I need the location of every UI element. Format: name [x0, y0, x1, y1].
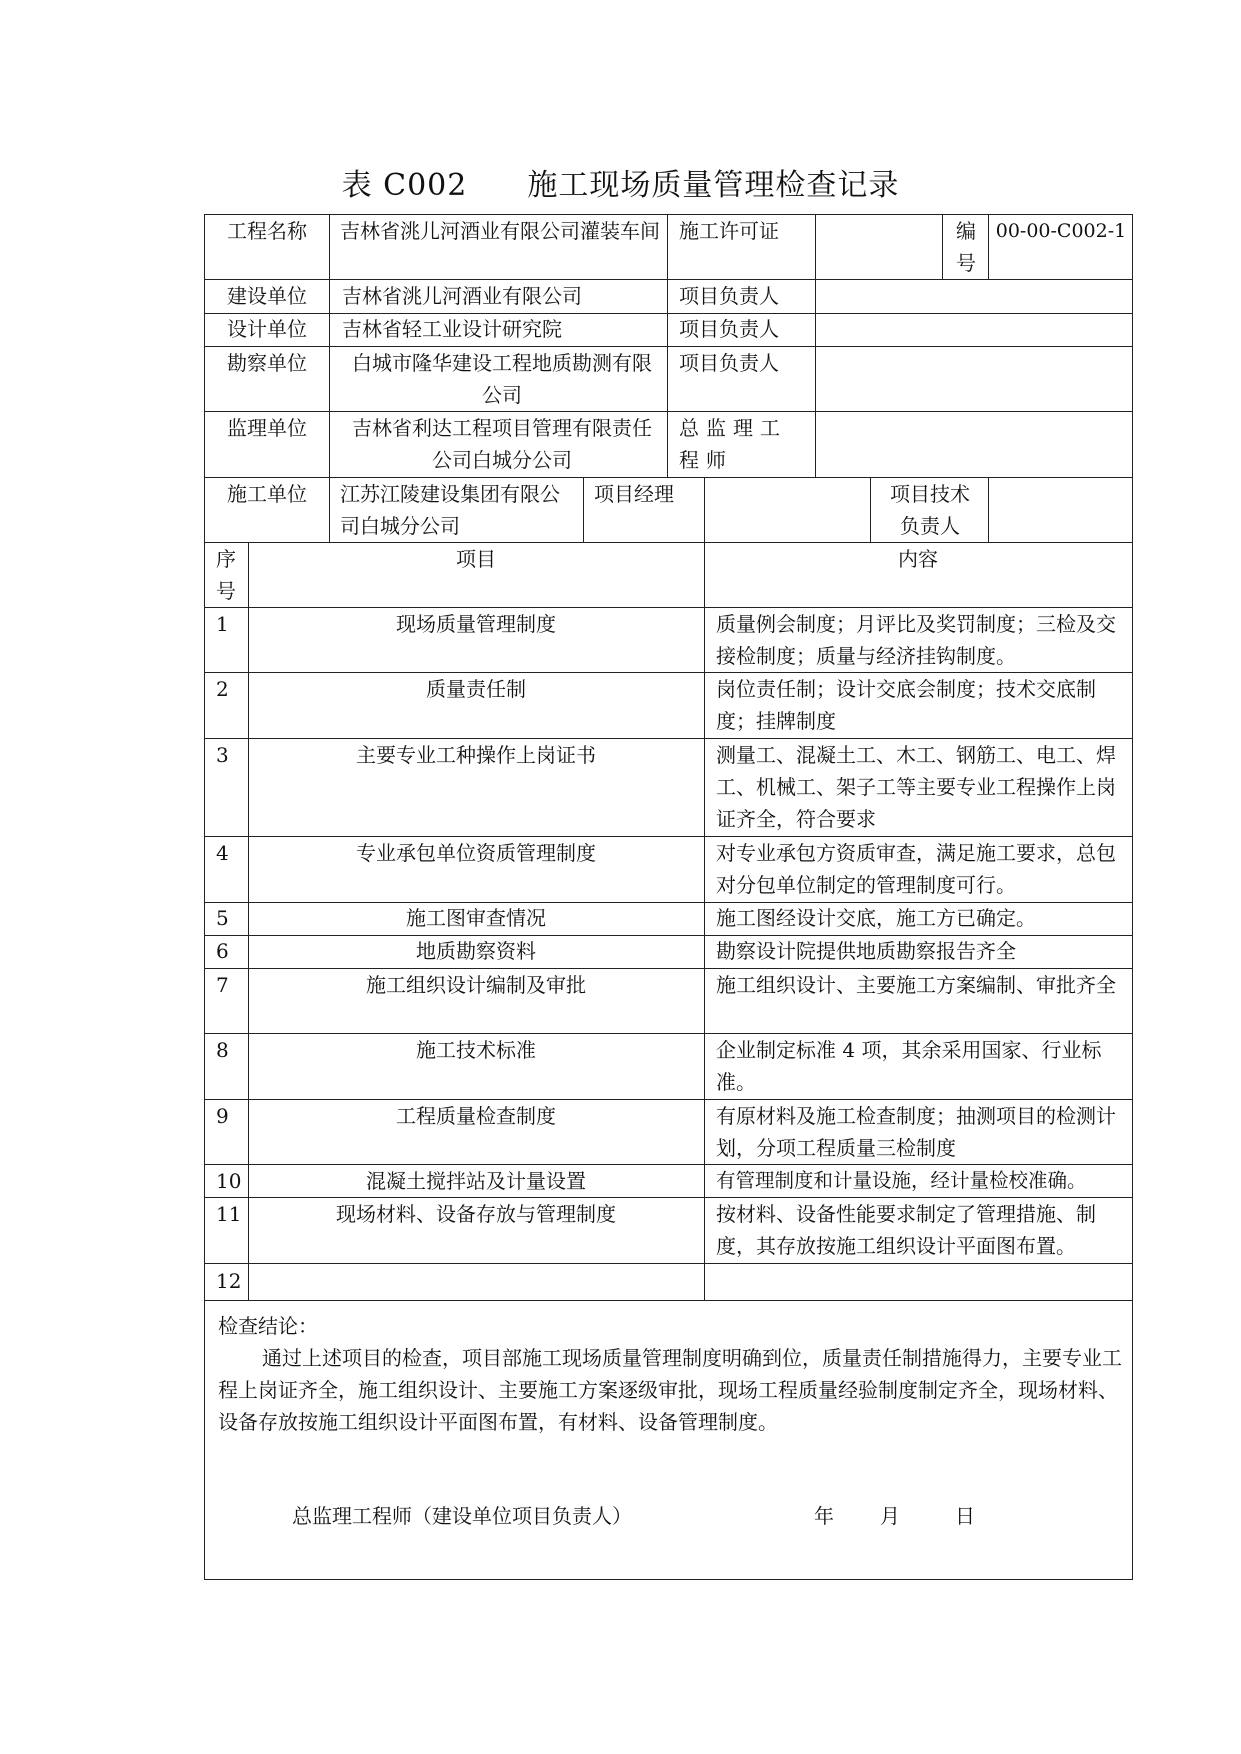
permit-label: 施工许可证 [679, 219, 779, 243]
page-title [0, 160, 1241, 204]
item-name-header: 项目 [456, 547, 496, 571]
row-divider [204, 1263, 1133, 1264]
construction-label: 施工单位 [227, 482, 307, 506]
item-no: 12 [216, 1269, 242, 1293]
item-no: 2 [216, 677, 229, 701]
project-name-label: 工程名称 [227, 219, 307, 243]
conclusion-label: 检查结论： [218, 1314, 318, 1338]
column-divider [988, 214, 989, 279]
item-content: 施工组织设计、主要施工方案编制、审批齐全 [716, 973, 1116, 997]
item-no-header: 序号 [216, 547, 236, 603]
item-name: 工程质量检查制度 [396, 1104, 556, 1128]
owner-value: 吉林省洮儿河酒业有限公司 [342, 284, 582, 308]
design-label: 设计单位 [227, 317, 307, 341]
item-name: 专业承包单位资质管理制度 [356, 841, 596, 865]
number-label: 编号 [956, 219, 976, 275]
column-divider [704, 477, 705, 542]
item-content: 施工图经设计交底，施工方已确定。 [716, 906, 1036, 930]
survey-value: 白城市隆华建设工程地质勘测有限公司 [352, 351, 652, 407]
conclusion-text: 通过上述项目的检查，项目部施工现场质量管理制度明确到位，质量责任制措施得力，主要专业工程上岗证齐全，施工组织设计、主要施工方案逐级审批，现场工程质量经验制度制定齐全，现场材料、设备存放按施工组织设计平面图布置，有材料、设备管理制度。 [218, 1346, 1122, 1434]
date-day: 日 [955, 1504, 975, 1528]
column-divider [248, 542, 249, 1300]
project-manager-label: 项目经理 [594, 482, 674, 506]
item-name: 现场材料、设备存放与管理制度 [336, 1202, 616, 1226]
item-content-header: 内容 [898, 547, 938, 571]
item-name: 质量责任制 [426, 677, 526, 701]
item-no: 1 [216, 612, 229, 636]
item-content: 测量工、混凝土工、木工、钢筋工、电工、焊工、机械工、架子工等主要专业工程操作上岗证齐全，符合要求 [716, 743, 1116, 831]
number-value: 00-00-C002-1 [995, 220, 1127, 242]
item-no: 3 [216, 743, 229, 767]
item-no: 10 [216, 1169, 242, 1193]
supervision-label: 监理单位 [227, 416, 307, 440]
column-divider [942, 214, 943, 279]
item-name: 施工技术标准 [416, 1038, 536, 1062]
form-code: 表 C002 [341, 168, 468, 203]
item-name: 施工组织设计编制及审批 [366, 973, 586, 997]
item-no: 4 [216, 841, 229, 865]
supervision-value: 吉林省利达工程项目管理有限责任公司白城分公司 [352, 416, 652, 472]
column-divider [704, 542, 705, 1300]
column-divider [870, 477, 871, 542]
item-no: 7 [216, 973, 229, 997]
item-content: 勘察设计院提供地质勘察报告齐全 [716, 939, 1016, 963]
column-divider [329, 214, 330, 542]
date-month: 月 [880, 1504, 900, 1528]
item-content: 有原材料及施工检查制度；抽测项目的检测计划，分项工程质量三检制度 [716, 1104, 1116, 1160]
row-divider [204, 411, 1133, 412]
inspection-conclusion [218, 1310, 1128, 1438]
column-divider [667, 214, 668, 477]
date-year: 年 [814, 1504, 834, 1528]
item-content: 企业制定标准 4 项，其余采用国家、行业标准。 [716, 1038, 1102, 1094]
form-title: 施工现场质量管理检查记录 [527, 168, 900, 203]
item-content: 质量例会制度；月评比及奖罚制度；三检及交接检制度；质量与经济挂钩制度。 [716, 612, 1116, 668]
item-content: 岗位责任制；设计交底会制度；技术交底制度；挂牌制度 [716, 677, 1096, 733]
design-value: 吉林省轻工业设计研究院 [342, 317, 562, 341]
item-name: 施工图审查情况 [406, 906, 546, 930]
column-divider [583, 477, 584, 542]
construction-value: 江苏江陵建设集团有限公司白城分公司 [340, 482, 560, 538]
owner-label: 建设单位 [227, 284, 307, 308]
item-no: 11 [216, 1202, 242, 1226]
item-no: 5 [216, 906, 229, 930]
item-no: 8 [216, 1038, 229, 1062]
design-manager-label: 项目负责人 [679, 317, 779, 341]
item-content: 按材料、设备性能要求制定了管理措施、制度，其存放按施工组织设计平面图布置。 [716, 1202, 1096, 1258]
owner-manager-label: 项目负责人 [679, 284, 779, 308]
column-divider [815, 214, 816, 477]
item-name: 混凝土搅拌站及计量设置 [366, 1169, 586, 1193]
project-name-value: 吉林省洮儿河酒业有限公司灌装车间 [340, 219, 660, 243]
item-name: 地质勘察资料 [416, 939, 536, 963]
item-name: 主要专业工种操作上岗证书 [356, 743, 596, 767]
tech-lead-label: 项目技术负责人 [890, 482, 970, 538]
item-no: 9 [216, 1104, 229, 1128]
item-no: 6 [216, 939, 229, 963]
chief-supervisor-label: 总监理工程师 [679, 416, 787, 472]
survey-manager-label: 项目负责人 [679, 351, 779, 375]
column-divider [988, 477, 989, 542]
item-content: 对专业承包方资质审查，满足施工要求，总包对分包单位制定的管理制度可行。 [716, 841, 1116, 897]
row-divider [204, 346, 1133, 347]
survey-label: 勘察单位 [227, 351, 307, 375]
row-divider [204, 1300, 1133, 1301]
signer-label: 总监理工程师（建设单位项目负责人） [292, 1504, 632, 1528]
item-content: 有管理制度和计量设施，经计量检校准确。 [716, 1169, 1087, 1192]
item-name: 现场质量管理制度 [396, 612, 556, 636]
